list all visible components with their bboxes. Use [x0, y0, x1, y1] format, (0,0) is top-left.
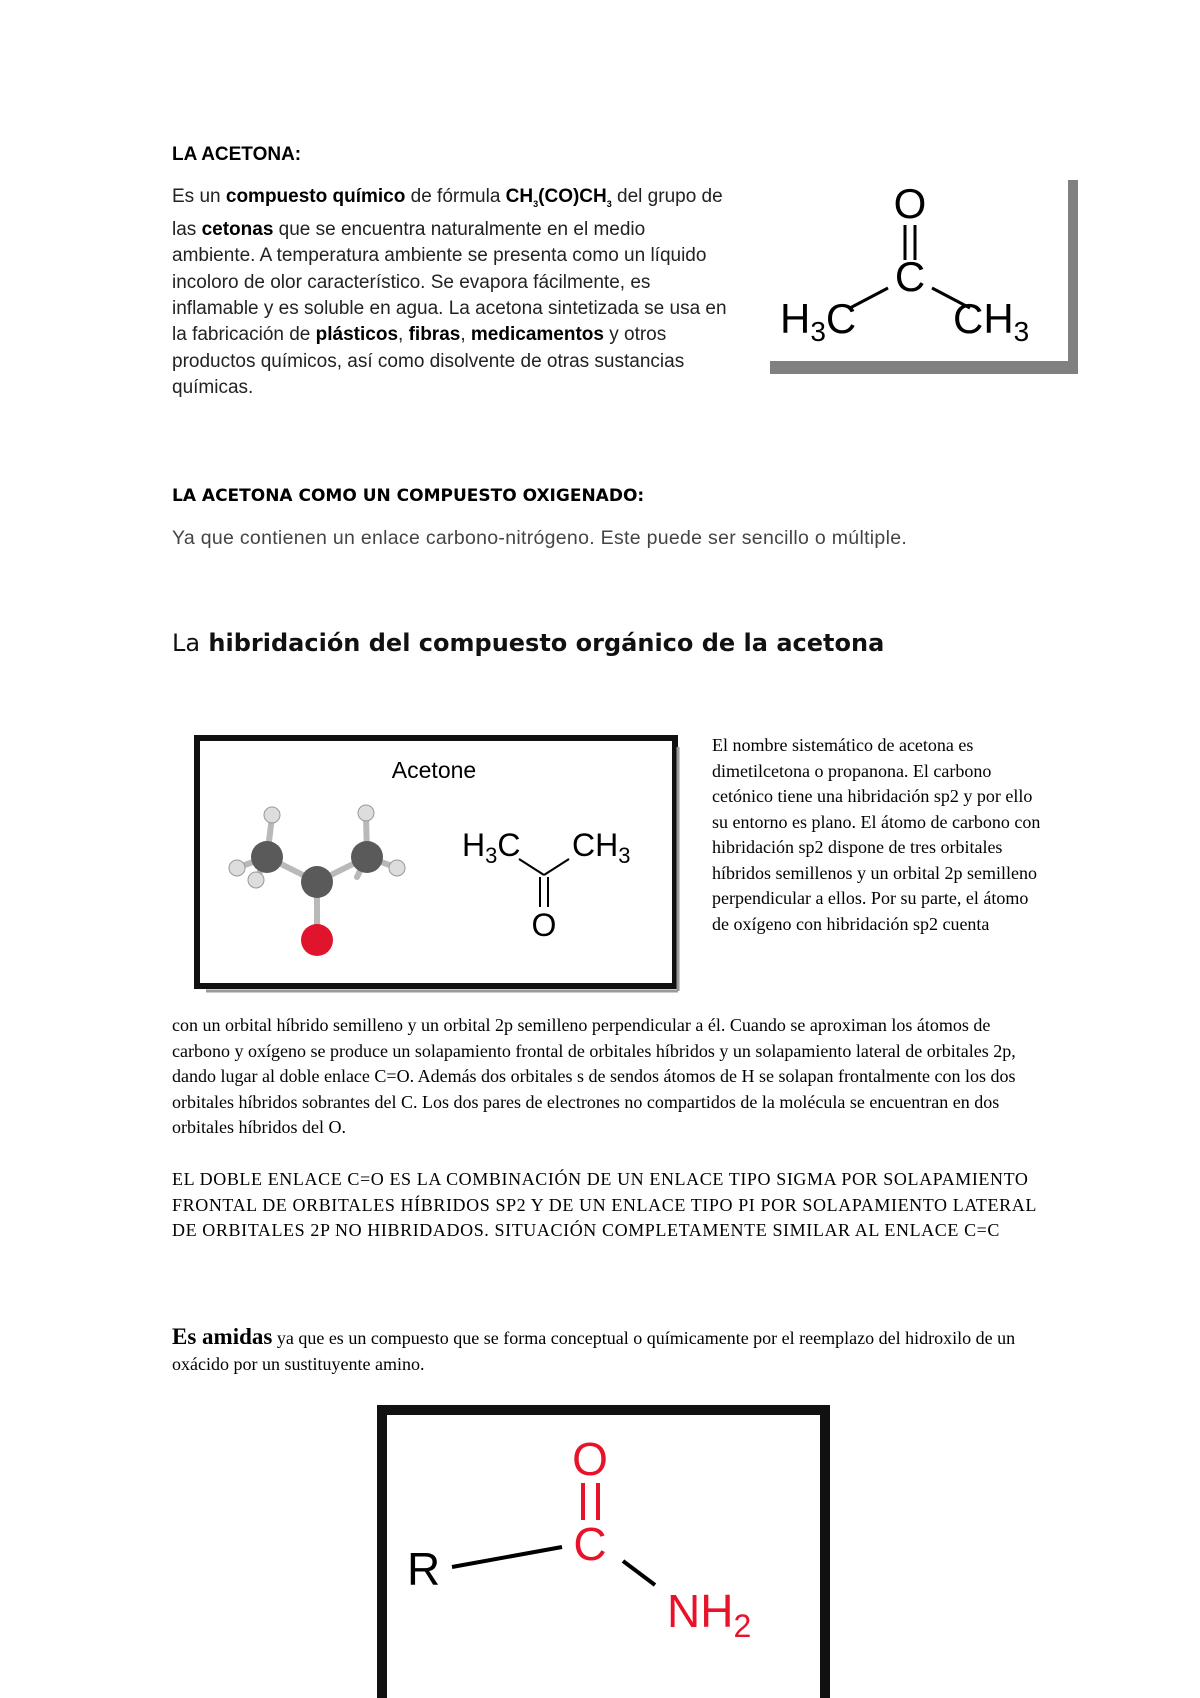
- oxygen-label: O: [572, 1433, 608, 1485]
- left-methyl-label: $H_3C$: [462, 827, 521, 868]
- hydrogen-atom: [229, 860, 245, 876]
- left-methyl-label: H3C: [780, 295, 857, 347]
- heading-la-acetona: LA ACETONA:: [172, 144, 302, 165]
- amino-group-label: $NH_2$: [667, 1585, 752, 1644]
- compuesto-oxigenado-text: Ya que contienen un enlace carbono-nitrógeno. Este puede ser sencillo o múltiple.: [172, 527, 908, 549]
- figure-shadow-right: [1068, 180, 1078, 374]
- heading-hibridacion: La hibridación del compuesto orgánico de la acetona: [172, 629, 885, 657]
- carbon-atom: [351, 841, 383, 873]
- amidas-paragraph: Es amidas ya que es un compuesto que se forma conceptual o químicamente por el reemplazo del hidroxilo de un oxácido por un sustituyente amino.: [172, 1324, 1016, 1374]
- amide-structure-figure: [377, 1405, 830, 1698]
- hybridization-side-text: El nombre sistemático de acetona es dimetilcetona o propanona. El carbono cetónico tiene una hibridación sp2 y por ello su entorno es plano. El átomo de carbono con hibridación sp2 dispone de tres orbitales híbridos semillenos y un orbital 2p semilleno perpendicular a ellos. Por su parte, el átomo de oxígeno con hibridación sp2 cuenta: [712, 735, 1041, 934]
- figure-title-acetone: Acetone: [391, 757, 477, 783]
- figure-shadow-bottom: [770, 361, 1078, 374]
- acetona-description-paragraph: Es un compuesto químico de fórmula $CH_3(CO)CH_3$ del grupo de las cetonas que se encuentra naturalmente en el medio ambiente. A temperatura ambiente se presenta como un líquido incoloro de olor característico. Se evapora fácilmente, es inflamable y es soluble en agua. La acetona sintetizada se usa en la fabricación de plásticos, fibras, medicamentos y otros productos químicos, así como disolvente de otras sustancias químicas.: [172, 186, 727, 398]
- hydrogen-atom: [248, 872, 264, 888]
- hybridization-body-text: con un orbital híbrido semilleno y un orbital 2p semilleno perpendicular a él. Cuando se aproximan los átomos de carbono y oxígeno se produce un solapamiento frontal de orbitales híbridos y un solapamiento lateral de orbitales 2p, dando lugar al doble enlace C=O. Además dos orbitales s de sendos átomos de H se solapan frontalmente con los dos orbitales híbridos sobrantes del C. Los dos pares de electrones no compartidos de la molécula se encuentran en dos orbitales híbridos del O.: [172, 1015, 1016, 1137]
- heading-compuesto-oxigenado: LA ACETONA COMO UN COMPUESTO OXIGENADO:: [172, 486, 645, 506]
- oxygen-label: O: [893, 180, 927, 227]
- carbon-label: C: [894, 253, 926, 300]
- acetone-structural-formula-figure: [770, 180, 1086, 376]
- hydrogen-atom: [358, 805, 374, 821]
- right-methyl-label: $CH_3$: [572, 827, 631, 868]
- hydrogen-atom: [389, 860, 405, 876]
- acetone-3d-model-figure: [194, 735, 680, 993]
- amidas-lead: Es amidas: [172, 1324, 273, 1349]
- carbon-atom: [301, 866, 333, 898]
- oxygen-label: O: [531, 907, 557, 943]
- r-group-label: R: [407, 1543, 441, 1595]
- carbon-label: C: [573, 1518, 607, 1570]
- oxygen-atom: [301, 924, 333, 956]
- double-bond-caps-text: EL DOBLE ENLACE C=O ES LA COMBINACIÓN DE UN ENLACE TIPO SIGMA POR SOLAPAMIENTO FRONTAL DE ORBITALES HÍBRIDOS SP2 Y DE UN ENLACE TIPO PI POR SOLAPAMIENTO LATERAL DE ORBITALES 2P NO HIBRIDADOS. SITUACIÓN COMPLETAMENTE SIMILAR AL ENLACE C=C: [172, 1169, 1037, 1240]
- hydrogen-atom: [264, 807, 280, 823]
- carbon-atom: [251, 841, 283, 873]
- right-methyl-label: CH3: [953, 295, 1030, 347]
